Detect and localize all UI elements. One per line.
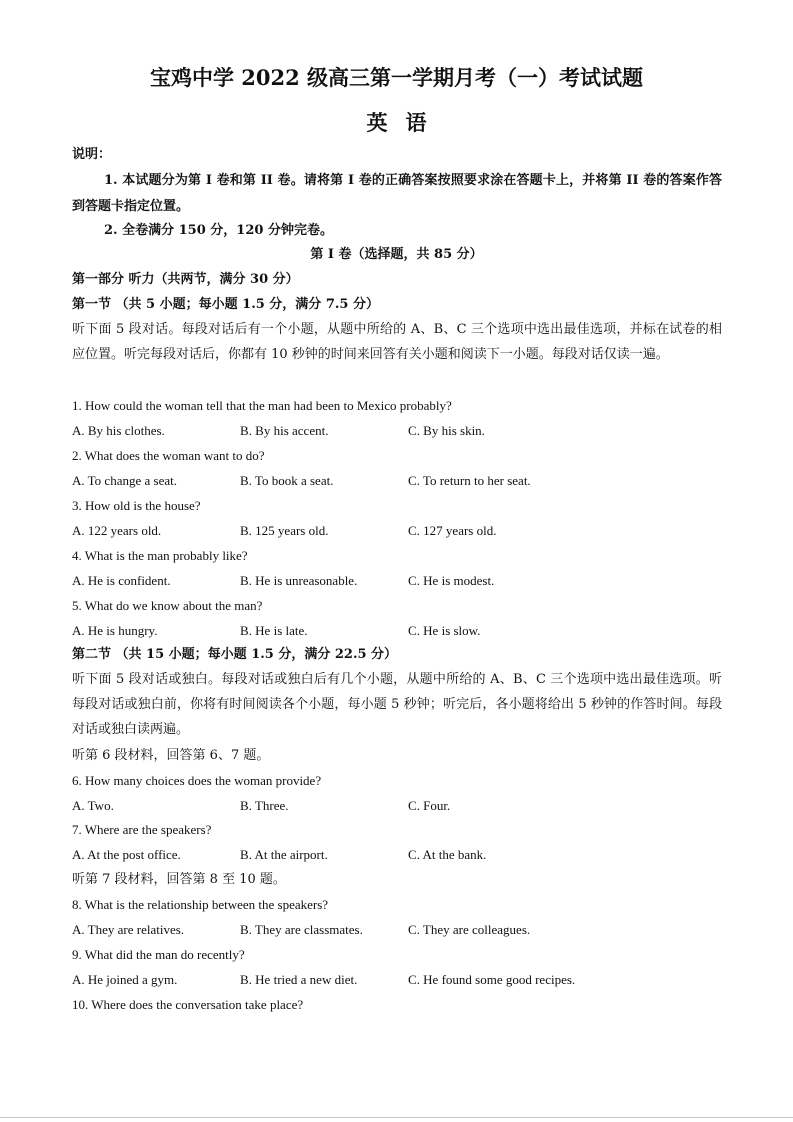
q4-option-a: A. He is confident.	[72, 573, 171, 588]
question-9: 9. What did the man do recently?	[72, 947, 245, 962]
q2-option-c: C. To return to her seat.	[408, 473, 531, 488]
subject-title: 英语	[366, 110, 445, 135]
section-2-heading: 第二节 （共 15 小题；每小题 1.5 分，满分 22.5 分）	[72, 647, 398, 662]
q8-option-a: A. They are relatives.	[72, 922, 185, 937]
question-7: 7. Where are the speakers?	[72, 822, 212, 837]
question-6: 6. How many choices does the woman provide?	[72, 773, 322, 788]
part-1-heading: 第一部分 听力（共两节，满分 30 分）	[72, 272, 299, 287]
section-2-directions: 听下面 5 段对话或独白。每段对话或独白后有几个小题，从题中所给的 A、B、C 三个选项中选出最佳选项。听每段对话或独白前，你将有时间阅读各个小题，每小题 5 秒钟；听完后，各小题将给出 5 秒钟的作答时间。每段对话或独白读两遍。	[72, 672, 722, 737]
q7-option-c: C. At the bank.	[408, 847, 487, 862]
q8-option-c: C. They are colleagues.	[408, 922, 531, 937]
question-10: 10. Where does the conversation take place?	[72, 997, 304, 1012]
q9-option-c: C. He found some good recipes.	[408, 972, 576, 987]
q7-option-b: B. At the airport.	[240, 847, 328, 862]
q2-option-a: A. To change a seat.	[72, 473, 177, 488]
question-4: 4. What is the man probably like?	[72, 548, 248, 563]
q5-option-b: B. He is late.	[240, 623, 308, 638]
material-7-note: 听第 7 段材料，回答第 8 至 10 题。	[72, 872, 286, 887]
exam-title: 宝鸡中学 2022 级高三第一学期月考（一）考试试题	[149, 65, 644, 90]
q2-option-b: B. To book a seat.	[240, 473, 334, 488]
q6-option-a: A. Two.	[72, 798, 114, 813]
section-1-directions: 听下面 5 段对话。每段对话后有一个小题，从题中所给的 A、B、C 三个选项中选出最佳选项，并标在试卷的相应位置。听完每段对话后，你都有 10 秒钟的时间来回答有关小题和阅读下一小题。每段对话仅读一遍。	[72, 322, 722, 362]
material-6-note: 听第 6 段材料，回答第 6、7 题。	[72, 748, 270, 763]
q6-option-c: C. Four.	[408, 798, 451, 813]
q6-option-b: B. Three.	[240, 798, 289, 813]
q5-option-c: C. He is slow.	[408, 623, 481, 638]
q1-option-a: A. By his clothes.	[72, 423, 165, 438]
question-8: 8. What is the relationship between the speakers?	[72, 897, 329, 912]
q4-option-c: C. He is modest.	[408, 573, 495, 588]
instructions-label: 说明：	[72, 147, 112, 162]
q3-option-b: B. 125 years old.	[240, 523, 329, 538]
q8-option-b: B. They are classmates.	[240, 922, 363, 937]
page-bottom-rule	[0, 1117, 793, 1118]
q4-option-b: B. He is unreasonable.	[240, 573, 358, 588]
section-1-heading: 第一节 （共 5 小题；每小题 1.5 分，满分 7.5 分）	[72, 297, 379, 312]
q5-option-a: A. He is hungry.	[72, 623, 158, 638]
q9-option-b: B. He tried a new diet.	[240, 972, 358, 987]
question-5: 5. What do we know about the man?	[72, 598, 263, 613]
instruction-item-2: 2. 全卷满分 150 分，120 分钟完卷。	[104, 223, 333, 238]
question-2: 2. What does the woman want to do?	[72, 448, 265, 463]
question-3: 3. How old is the house?	[72, 498, 201, 513]
q3-option-c: C. 127 years old.	[408, 523, 497, 538]
q1-option-c: C. By his skin.	[408, 423, 485, 438]
volume-1-heading: 第 I 卷（选择题，共 85 分）	[310, 247, 483, 262]
q7-option-a: A. At the post office.	[72, 847, 181, 862]
q1-option-b: B. By his accent.	[240, 423, 329, 438]
q9-option-a: A. He joined a gym.	[72, 972, 178, 987]
instruction-item-1: 1. 本试题分为第 I 卷和第 II 卷。请将第 I 卷的正确答案按照要求涂在答题卡上，并将第 II 卷的答案作答到答题卡指定位置。	[72, 173, 722, 214]
q3-option-a: A. 122 years old.	[72, 523, 162, 538]
question-1: 1. How could the woman tell that the man had been to Mexico probably?	[72, 398, 452, 413]
